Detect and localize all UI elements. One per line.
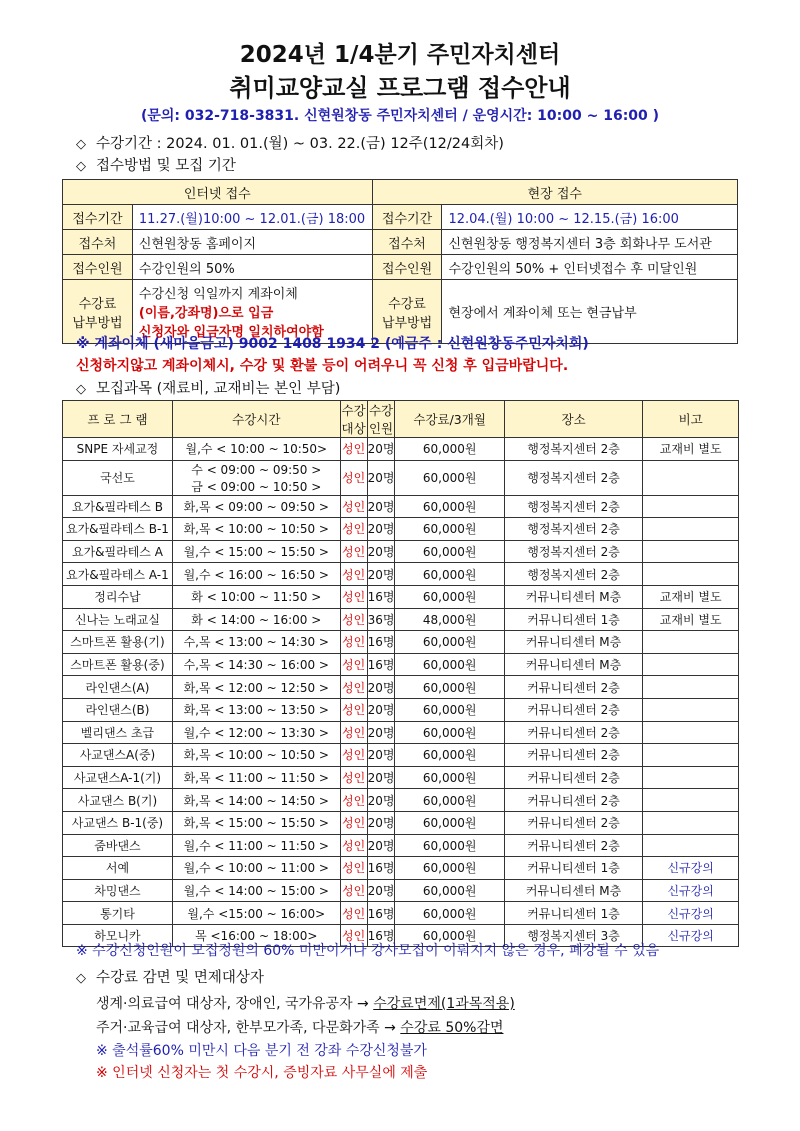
program-time-line: 수 < 09:00 ~ 09:50 > xyxy=(191,462,322,477)
program-target-cell: 성인 xyxy=(340,631,367,654)
attendance-note: ※ 출석률60% 미만시 다음 분기 전 강좌 수강신청불가 xyxy=(96,1043,427,1059)
program-fee-cell: 60,000원 xyxy=(395,879,504,902)
table-row xyxy=(63,495,739,518)
table-row xyxy=(63,676,739,699)
program-time-cell: 화,목 < 15:00 ~ 15:50 > xyxy=(172,811,340,834)
program-place-cell: 커뮤니티센터 M층 xyxy=(504,631,643,654)
program-name-cell: 사교댄스A-1(기) xyxy=(63,766,173,789)
program-place-cell: 행정복지센터 2층 xyxy=(504,518,643,541)
discount-line1-text: 생계·의료급여 대상자, 장애인, 국가유공자 → xyxy=(96,996,374,1012)
program-time-cell: 월,수 < 16:00 ~ 16:50 > xyxy=(172,563,340,586)
program-place-cell: 커뮤니티센터 2층 xyxy=(504,721,643,744)
discount-line2 xyxy=(96,1017,503,1037)
program-count-cell: 20명 xyxy=(367,438,395,461)
program-note-cell xyxy=(643,744,739,767)
program-time-cell: 수,목 < 14:30 ~ 16:00 > xyxy=(172,653,340,676)
program-count-cell: 20명 xyxy=(367,811,395,834)
closure-notice: ※ 수강신청인원이 모집정원의 60% 미만이거나 강사모집이 이뤄지지 않은 경우, 폐강될 수 있음 xyxy=(76,943,660,959)
col-header-count xyxy=(367,401,395,438)
col-header-count-1: 수강 xyxy=(368,403,394,418)
discount-line2-text: 주거·교육급여 대상자, 한부모가족, 다문화가족 → xyxy=(96,1020,401,1036)
table-row xyxy=(63,766,739,789)
table-row xyxy=(63,608,739,631)
program-count-cell: 16명 xyxy=(367,902,395,925)
fee-label-line2: 납부방법 xyxy=(72,315,123,331)
program-name-cell: 차밍댄스 xyxy=(63,879,173,902)
registration-table xyxy=(62,179,738,344)
reg-label: 접수기간 xyxy=(63,205,133,230)
program-note-cell: 교재비 별도 xyxy=(643,585,739,608)
reg-label: 접수처 xyxy=(372,230,442,255)
program-time-cell: 화,목 < 11:00 ~ 11:50 > xyxy=(172,766,340,789)
reg-onsite-value: 신현원창동 행정복지센터 3층 회화나무 도서관 xyxy=(442,230,738,255)
program-time-cell: 목 <16:00 ~ 18:00> xyxy=(172,924,340,947)
program-note-cell xyxy=(643,653,739,676)
program-time-cell: 화,목 < 10:00 ~ 10:50 > xyxy=(172,744,340,767)
program-note-cell xyxy=(643,631,739,654)
proof-note: ※ 인터넷 신청자는 첫 수강시, 증빙자료 사무실에 제출 xyxy=(96,1065,428,1081)
program-time-cell: 화 < 14:00 ~ 16:00 > xyxy=(172,608,340,631)
program-time-cell: 월,수 <15:00 ~ 16:00> xyxy=(172,902,340,925)
program-name-cell: 서예 xyxy=(63,857,173,880)
program-target-cell: 성인 xyxy=(340,721,367,744)
program-fee-cell: 60,000원 xyxy=(395,460,504,495)
program-count-cell: 16명 xyxy=(367,585,395,608)
fee-online-line3: 신청자와 입금자명 일치하여야함 xyxy=(138,325,324,340)
program-time-cell: 월,수 < 11:00 ~ 11:50 > xyxy=(172,834,340,857)
program-place-cell: 행정복지센터 2층 xyxy=(504,438,643,461)
discount-heading-line xyxy=(76,966,264,987)
program-target-cell: 성인 xyxy=(340,585,367,608)
program-name-cell: 벨리댄스 초급 xyxy=(63,721,173,744)
program-note-cell xyxy=(643,676,739,699)
program-count-cell: 20명 xyxy=(367,518,395,541)
col-header-time: 수강시간 xyxy=(172,401,340,438)
fee-online-line1: 수강신청 익일까지 계좌이체 xyxy=(138,287,298,302)
table-row xyxy=(63,857,739,880)
program-note-cell xyxy=(643,834,739,857)
program-name-cell: SNPE 자세교정 xyxy=(63,438,173,461)
program-target-cell: 성인 xyxy=(340,518,367,541)
program-target-cell: 성인 xyxy=(340,563,367,586)
program-time-cell: 화,목 < 13:00 ~ 13:50 > xyxy=(172,698,340,721)
program-note-cell xyxy=(643,721,739,744)
program-target-cell: 성인 xyxy=(340,879,367,902)
program-count-cell: 20명 xyxy=(367,879,395,902)
program-name-cell: 스마트폰 활용(중) xyxy=(63,653,173,676)
program-fee-cell: 48,000원 xyxy=(395,608,504,631)
fee-label-line1: 수강료 xyxy=(388,296,426,312)
method-heading-line xyxy=(76,154,236,175)
program-target-cell: 성인 xyxy=(340,766,367,789)
discount-line1-emph: 수강료면제(1과목적용) xyxy=(373,996,515,1012)
discount-line1 xyxy=(96,993,515,1013)
program-fee-cell: 60,000원 xyxy=(395,698,504,721)
program-fee-cell: 60,000원 xyxy=(395,676,504,699)
subjects-heading: 모집과목 (재료비, 교재비는 본인 부담) xyxy=(96,381,341,397)
reg-onsite-value: 수강인원의 50% + 인터넷접수 후 미달인원 xyxy=(442,255,738,280)
table-row xyxy=(63,438,739,461)
program-place-cell: 행정복지센터 2층 xyxy=(504,460,643,495)
program-fee-cell: 60,000원 xyxy=(395,902,504,925)
col-header-fee: 수강료/3개월 xyxy=(395,401,504,438)
program-fee-cell: 60,000원 xyxy=(395,834,504,857)
reg-label: 접수처 xyxy=(63,230,133,255)
fee-onsite: 현장에서 계좌이체 또는 현금납부 xyxy=(442,280,738,344)
program-count-cell: 20명 xyxy=(367,834,395,857)
reg-online-value: 수강인원의 50% xyxy=(132,255,372,280)
fee-label-line1: 수강료 xyxy=(78,296,117,312)
program-target-cell: 성인 xyxy=(340,789,367,812)
table-row xyxy=(63,631,739,654)
program-note-cell: 신규강의 xyxy=(643,902,739,925)
course-period-line xyxy=(76,132,504,153)
program-time-cell: 화 < 10:00 ~ 11:50 > xyxy=(172,585,340,608)
program-place-cell: 커뮤니티센터 1층 xyxy=(504,902,643,925)
program-target-cell: 성인 xyxy=(340,540,367,563)
program-time-cell: 월,수 < 15:00 ~ 15:50 > xyxy=(172,540,340,563)
program-count-cell: 20명 xyxy=(367,676,395,699)
program-count-cell: 20명 xyxy=(367,460,395,495)
program-name-cell: 요가&필라테스 B-1 xyxy=(63,518,173,541)
diamond-bullet-icon: ◇ xyxy=(76,971,86,986)
col-header-count-2: 인원 xyxy=(368,421,394,436)
onsite-header: 현장 접수 xyxy=(372,180,737,205)
program-note-cell xyxy=(643,460,739,495)
program-count-cell: 20명 xyxy=(367,766,395,789)
program-target-cell: 성인 xyxy=(340,495,367,518)
program-place-cell: 커뮤니티센터 2층 xyxy=(504,811,643,834)
program-target-cell: 성인 xyxy=(340,438,367,461)
program-name-cell: 사교댄스A(중) xyxy=(63,744,173,767)
program-place-cell: 커뮤니티센터 1층 xyxy=(504,857,643,880)
program-place-cell: 커뮤니티센터 2층 xyxy=(504,834,643,857)
program-fee-cell: 60,000원 xyxy=(395,540,504,563)
reg-label: 접수기간 xyxy=(372,205,442,230)
program-time-cell: 화,목 < 09:00 ~ 09:50 > xyxy=(172,495,340,518)
warning-notice: 신청하지않고 계좌이체시, 수강 및 환불 등이 어려우니 꼭 신청 후 입금바랍니다. xyxy=(76,358,569,374)
program-name-cell: 사교댄스 B(기) xyxy=(63,789,173,812)
program-note-cell xyxy=(643,540,739,563)
program-time-cell: 화,목 < 14:00 ~ 14:50 > xyxy=(172,789,340,812)
program-note-cell: 교재비 별도 xyxy=(643,608,739,631)
program-count-cell: 20명 xyxy=(367,563,395,586)
program-target-cell: 성인 xyxy=(340,902,367,925)
program-time-cell: 월,수 < 10:00 ~ 10:50> xyxy=(172,438,340,461)
table-row xyxy=(63,902,739,925)
program-name-cell: 라인댄스(B) xyxy=(63,698,173,721)
col-header-place: 장소 xyxy=(504,401,643,438)
program-note-cell xyxy=(643,789,739,812)
program-target-cell: 성인 xyxy=(340,744,367,767)
program-name-cell: 줌바댄스 xyxy=(63,834,173,857)
program-name-cell: 요가&필라테스 A-1 xyxy=(63,563,173,586)
program-target-cell: 성인 xyxy=(340,811,367,834)
program-count-cell: 20명 xyxy=(367,698,395,721)
program-place-cell: 커뮤니티센터 2층 xyxy=(504,789,643,812)
program-count-cell: 36명 xyxy=(367,608,395,631)
program-place-cell: 커뮤니티센터 M층 xyxy=(504,879,643,902)
program-count-cell: 16명 xyxy=(367,631,395,654)
program-note-cell: 신규강의 xyxy=(643,857,739,880)
diamond-bullet-icon: ◇ xyxy=(76,137,86,152)
program-fee-cell: 60,000원 xyxy=(395,811,504,834)
program-target-cell: 성인 xyxy=(340,676,367,699)
table-row xyxy=(63,879,739,902)
subjects-heading-line xyxy=(76,377,340,398)
program-place-cell: 행정복지센터 2층 xyxy=(504,540,643,563)
diamond-bullet-icon: ◇ xyxy=(76,382,86,397)
program-name-cell: 정리수납 xyxy=(63,585,173,608)
online-header: 인터넷 접수 xyxy=(63,180,373,205)
program-name-cell: 요가&필라테스 B xyxy=(63,495,173,518)
program-fee-cell: 60,000원 xyxy=(395,766,504,789)
program-fee-cell: 60,000원 xyxy=(395,518,504,541)
program-count-cell: 16명 xyxy=(367,653,395,676)
program-place-cell: 행정복지센터 2층 xyxy=(504,563,643,586)
table-row xyxy=(63,744,739,767)
program-place-cell: 커뮤니티센터 2층 xyxy=(504,744,643,767)
program-note-cell: 신규강의 xyxy=(643,924,739,947)
col-header-target-1: 수강 xyxy=(341,403,366,418)
program-place-cell: 커뮤니티센터 2층 xyxy=(504,766,643,789)
programs-table xyxy=(62,400,739,947)
table-row xyxy=(63,789,739,812)
programs-body xyxy=(63,438,739,947)
program-target-cell: 성인 xyxy=(340,460,367,495)
program-time-cell xyxy=(172,460,340,495)
page-title-line1: 2024년 1/4분기 주민자치센터 xyxy=(239,42,561,68)
account-notice: ※ 계좌이체 (새마을금고) 9002 1408 1934 2 (예금주 : 신현원창동주민자치회) xyxy=(76,336,589,352)
program-target-cell: 성인 xyxy=(340,834,367,857)
page-title-line2: 취미교양교실 프로그램 접수안내 xyxy=(229,74,571,102)
program-fee-cell: 60,000원 xyxy=(395,857,504,880)
reg-label: 접수인원 xyxy=(63,255,133,280)
fee-online-line2: (이름,강좌명)으로 입금 xyxy=(138,306,274,321)
program-time-cell: 화,목 < 12:00 ~ 12:50 > xyxy=(172,676,340,699)
program-count-cell: 20명 xyxy=(367,495,395,518)
program-fee-cell: 60,000원 xyxy=(395,438,504,461)
program-time-cell: 월,수 < 10:00 ~ 11:00 > xyxy=(172,857,340,880)
program-note-cell xyxy=(643,563,739,586)
program-target-cell: 성인 xyxy=(340,857,367,880)
program-name-cell: 국선도 xyxy=(63,460,173,495)
reg-label: 접수인원 xyxy=(372,255,442,280)
program-name-cell: 하모니카 xyxy=(63,924,173,947)
program-name-cell: 라인댄스(A) xyxy=(63,676,173,699)
program-count-cell: 16명 xyxy=(367,924,395,947)
program-fee-cell: 60,000원 xyxy=(395,495,504,518)
program-note-cell xyxy=(643,518,739,541)
discount-heading: 수강료 감면 및 면제대상자 xyxy=(96,970,264,986)
program-target-cell: 성인 xyxy=(340,608,367,631)
program-note-cell xyxy=(643,766,739,789)
program-time-cell: 월,수 < 12:00 ~ 13:30 > xyxy=(172,721,340,744)
program-note-cell: 교재비 별도 xyxy=(643,438,739,461)
table-row xyxy=(63,653,739,676)
contact-info: (문의: 032-718-3831. 신현원창동 주민자치센터 / 운영시간: 10:00 ~ 16:00 ) xyxy=(140,108,660,124)
col-header-note: 비고 xyxy=(643,401,739,438)
program-note-cell xyxy=(643,698,739,721)
table-row xyxy=(63,460,739,495)
table-row xyxy=(63,585,739,608)
program-target-cell: 성인 xyxy=(340,653,367,676)
col-header-target xyxy=(340,401,367,438)
program-place-cell: 행정복지센터 3층 xyxy=(504,924,643,947)
reg-online-value: 11.27.(월)10:00 ~ 12.01.(금) 18:00 xyxy=(132,205,372,230)
program-count-cell: 20명 xyxy=(367,540,395,563)
program-fee-cell: 60,000원 xyxy=(395,721,504,744)
program-count-cell: 20명 xyxy=(367,744,395,767)
program-place-cell: 행정복지센터 2층 xyxy=(504,495,643,518)
program-fee-cell: 60,000원 xyxy=(395,744,504,767)
program-time-cell: 월,수 < 14:00 ~ 15:00 > xyxy=(172,879,340,902)
table-row xyxy=(63,811,739,834)
table-row xyxy=(63,834,739,857)
program-name-cell: 사교댄스 B-1(중) xyxy=(63,811,173,834)
program-fee-cell: 60,000원 xyxy=(395,653,504,676)
program-target-cell: 성인 xyxy=(340,924,367,947)
program-time-line: 금 < 09:00 ~ 10:50 > xyxy=(191,479,322,494)
program-place-cell: 커뮤니티센터 M층 xyxy=(504,585,643,608)
program-place-cell: 커뮤니티센터 1층 xyxy=(504,608,643,631)
program-fee-cell: 60,000원 xyxy=(395,789,504,812)
table-row xyxy=(63,721,739,744)
program-fee-cell: 60,000원 xyxy=(395,585,504,608)
table-row xyxy=(63,698,739,721)
col-header-target-2: 대상 xyxy=(341,421,366,436)
program-name-cell: 통기타 xyxy=(63,902,173,925)
program-note-cell: 신규강의 xyxy=(643,879,739,902)
program-time-cell: 수,목 < 13:00 ~ 14:30 > xyxy=(172,631,340,654)
program-time-cell: 화,목 < 10:00 ~ 10:50 > xyxy=(172,518,340,541)
diamond-bullet-icon: ◇ xyxy=(76,159,86,174)
program-fee-cell: 60,000원 xyxy=(395,631,504,654)
program-note-cell xyxy=(643,495,739,518)
program-fee-cell: 60,000원 xyxy=(395,924,504,947)
course-period: 수강기간 : 2024. 01. 01.(월) ~ 03. 22.(금) 12주(12/24회차) xyxy=(96,136,504,152)
reg-onsite-value: 12.04.(월) 10:00 ~ 12.15.(금) 16:00 xyxy=(442,205,738,230)
program-note-cell xyxy=(643,811,739,834)
program-name-cell: 요가&필라테스 A xyxy=(63,540,173,563)
table-row xyxy=(63,518,739,541)
program-count-cell: 16명 xyxy=(367,857,395,880)
program-count-cell: 20명 xyxy=(367,789,395,812)
col-header-program: 프 로 그 램 xyxy=(63,401,173,438)
program-fee-cell: 60,000원 xyxy=(395,563,504,586)
program-target-cell: 성인 xyxy=(340,698,367,721)
program-name-cell: 신나는 노래교실 xyxy=(63,608,173,631)
table-row xyxy=(63,540,739,563)
fee-label-line2: 납부방법 xyxy=(381,315,433,331)
program-place-cell: 커뮤니티센터 M층 xyxy=(504,653,643,676)
program-name-cell: 스마트폰 활용(기) xyxy=(63,631,173,654)
table-row xyxy=(63,563,739,586)
program-place-cell: 커뮤니티센터 2층 xyxy=(504,698,643,721)
program-count-cell: 20명 xyxy=(367,721,395,744)
method-heading: 접수방법 및 모집 기간 xyxy=(96,158,236,174)
program-place-cell: 커뮤니티센터 2층 xyxy=(504,676,643,699)
discount-line2-emph: 수강료 50%감면 xyxy=(400,1020,504,1036)
reg-online-value: 신현원창동 홈페이지 xyxy=(132,230,372,255)
